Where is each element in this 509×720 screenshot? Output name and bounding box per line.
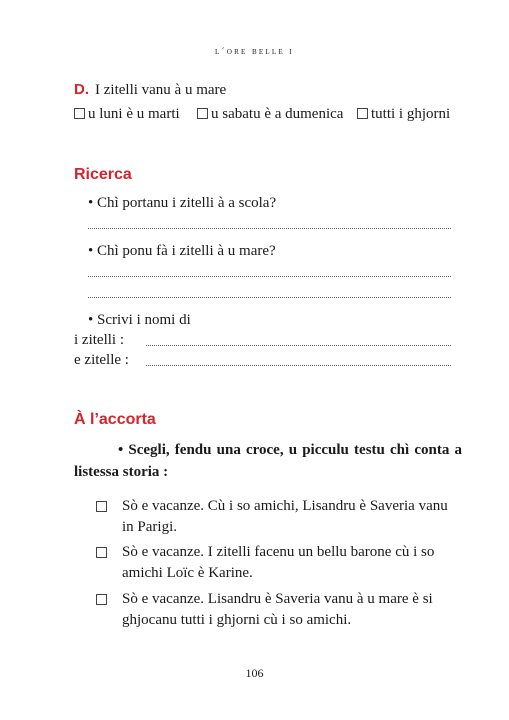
- accorta-title: À l’accorta: [74, 411, 156, 428]
- checkbox-icon[interactable]: [74, 108, 85, 119]
- answer-line[interactable]: [88, 276, 451, 277]
- checkbox-icon[interactable]: [96, 501, 107, 512]
- option-tutti-ghjorni[interactable]: [357, 106, 450, 123]
- answer-line[interactable]: [88, 228, 451, 229]
- answer-line-zitelli[interactable]: [146, 345, 451, 346]
- option-label: u sabatu è a dumenica: [211, 106, 344, 122]
- label-zitelle: e zitelle :: [74, 352, 129, 368]
- question-text: I zitelli vanu à u mare: [95, 82, 227, 98]
- option-label: u luni è u marti: [88, 106, 180, 122]
- question-d: [74, 81, 226, 99]
- answer-line[interactable]: [88, 297, 451, 298]
- option-luni-marti[interactable]: [74, 106, 180, 123]
- running-header: l´ore belle i: [215, 47, 294, 57]
- accorta-instructions: • Scegli, fendu una croce, u picculu testu chì conta a listessa storia :: [74, 442, 462, 480]
- label-zitelli: i zitelli :: [74, 332, 124, 348]
- checkbox-icon[interactable]: [197, 108, 208, 119]
- checkbox-icon[interactable]: [96, 594, 107, 605]
- choice-text: Sò e vacanze. Cù i so amichi, Lisandru è Saveria vanu in Parigi.: [122, 498, 448, 535]
- option-sabatu-dumenica[interactable]: [197, 106, 343, 123]
- ricerca-question-1: • Chì portanu i zitelli à a scola?: [88, 195, 277, 211]
- question-letter: D.: [74, 81, 89, 98]
- choice-text: Sò e vacanze. I zitelli facenu un bellu barone cù i so amichi Loïc è Karine.: [122, 544, 435, 581]
- checkbox-icon[interactable]: [96, 547, 107, 558]
- choice-text: Sò e vacanze. Lisandru è Saveria vanu à u mare è si ghjocanu tutti i ghjorni cù i so amichi.: [122, 591, 433, 628]
- answer-line-zitelle[interactable]: [146, 365, 451, 366]
- option-label: tutti i ghjorni: [371, 106, 451, 122]
- checkbox-icon[interactable]: [357, 108, 368, 119]
- ricerca-question-2: • Chì ponu fà i zitelli à u mare?: [88, 243, 276, 259]
- ricerca-question-3: • Scrivi i nomi di: [88, 312, 191, 328]
- ricerca-title: Ricerca: [74, 166, 132, 183]
- page-number: 106: [245, 666, 264, 680]
